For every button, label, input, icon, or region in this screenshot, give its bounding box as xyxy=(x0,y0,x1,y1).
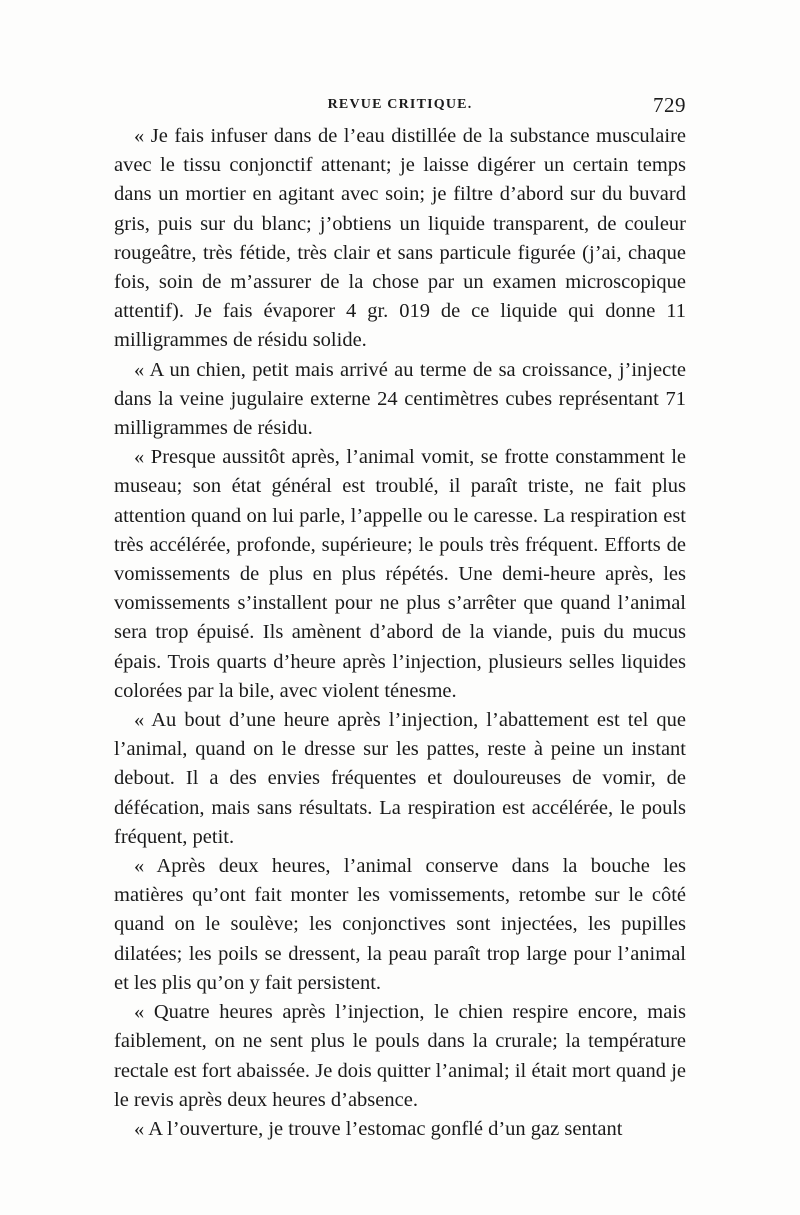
paragraph: « Au bout d’une heure après l’injection, l’abattement est tel que l’animal, quand on le dresse sur les pattes, reste à peine un instant debout. Il a des envies fréquentes et douloureuses de vomir, de défécation, mais sans résultats. La respiration est accélérée, le pouls fréquent, petit. xyxy=(114,709,686,848)
paragraph: « A l’ouverture, je trouve l’estomac gonflé d’un gaz sentant xyxy=(134,1117,623,1140)
paragraph: « Quatre heures après l’injection, le chien respire encore, mais faiblement, on ne sent plus le pouls dans la crurale; la température rectale est fort abaissée. Je dois quitter l’animal; il était mort quand je le revis après deux heures d’absence. xyxy=(114,1001,686,1111)
body-text xyxy=(114,122,686,1144)
paragraph: « Après deux heures, l’animal conserve dans la bouche les matières qu’ont fait monter les vomissements, retombe sur le côté quand on le soulève; les conjonctives sont injectées, les pupilles dilatées; les poils se dressent, la peau paraît trop large pour l’animal et les plis qu’on y fait persistent. xyxy=(114,855,686,994)
paragraph: « A un chien, petit mais arrivé au terme de sa croissance, j’injecte dans la veine jugulaire externe 24 centimètres cubes représentant 71 milligrammes de résidu. xyxy=(114,358,686,440)
page-number: 729 xyxy=(653,93,686,117)
paragraph: « Je fais infuser dans de l’eau distillée de la substance musculaire avec le tissu conjonctif attenant; je laisse digérer un certain temps dans un mortier en agitant avec soin; je filtre d’abord sur du buvard gris, puis sur du blanc; j’obtiens un liquide transparent, de couleur rougeâtre, très fétide, très clair et sans particule figurée (j’ai, chaque fois, soin de m’assurer de la chose par un examen microscopique attentif). Je fais évaporer 4 gr. 019 de ce liquide qui donne 11 milligrammes de résidu solide. xyxy=(114,125,686,352)
running-head xyxy=(114,93,686,121)
paragraph: « Presque aussitôt après, l’animal vomit, se frotte constamment le museau; son état général est troublé, il paraît triste, ne fait plus attention quand on lui parle, l’appelle ou le caresse. La respiration est très accélérée, profonde, supérieure; le pouls très fréquent. Efforts de vomissements de plus en plus répétés. Une demi-heure après, les vomissements s’installent pour ne plus s’arrêter que quand l’animal sera trop épuisé. Ils amènent d’abord de la viande, puis du mucus épais. Trois quarts d’heure après l’injection, plusieurs selles liquides colorées par la bile, avec violent ténesme. xyxy=(114,446,686,702)
running-title: REVUE CRITIQUE. xyxy=(327,97,473,112)
